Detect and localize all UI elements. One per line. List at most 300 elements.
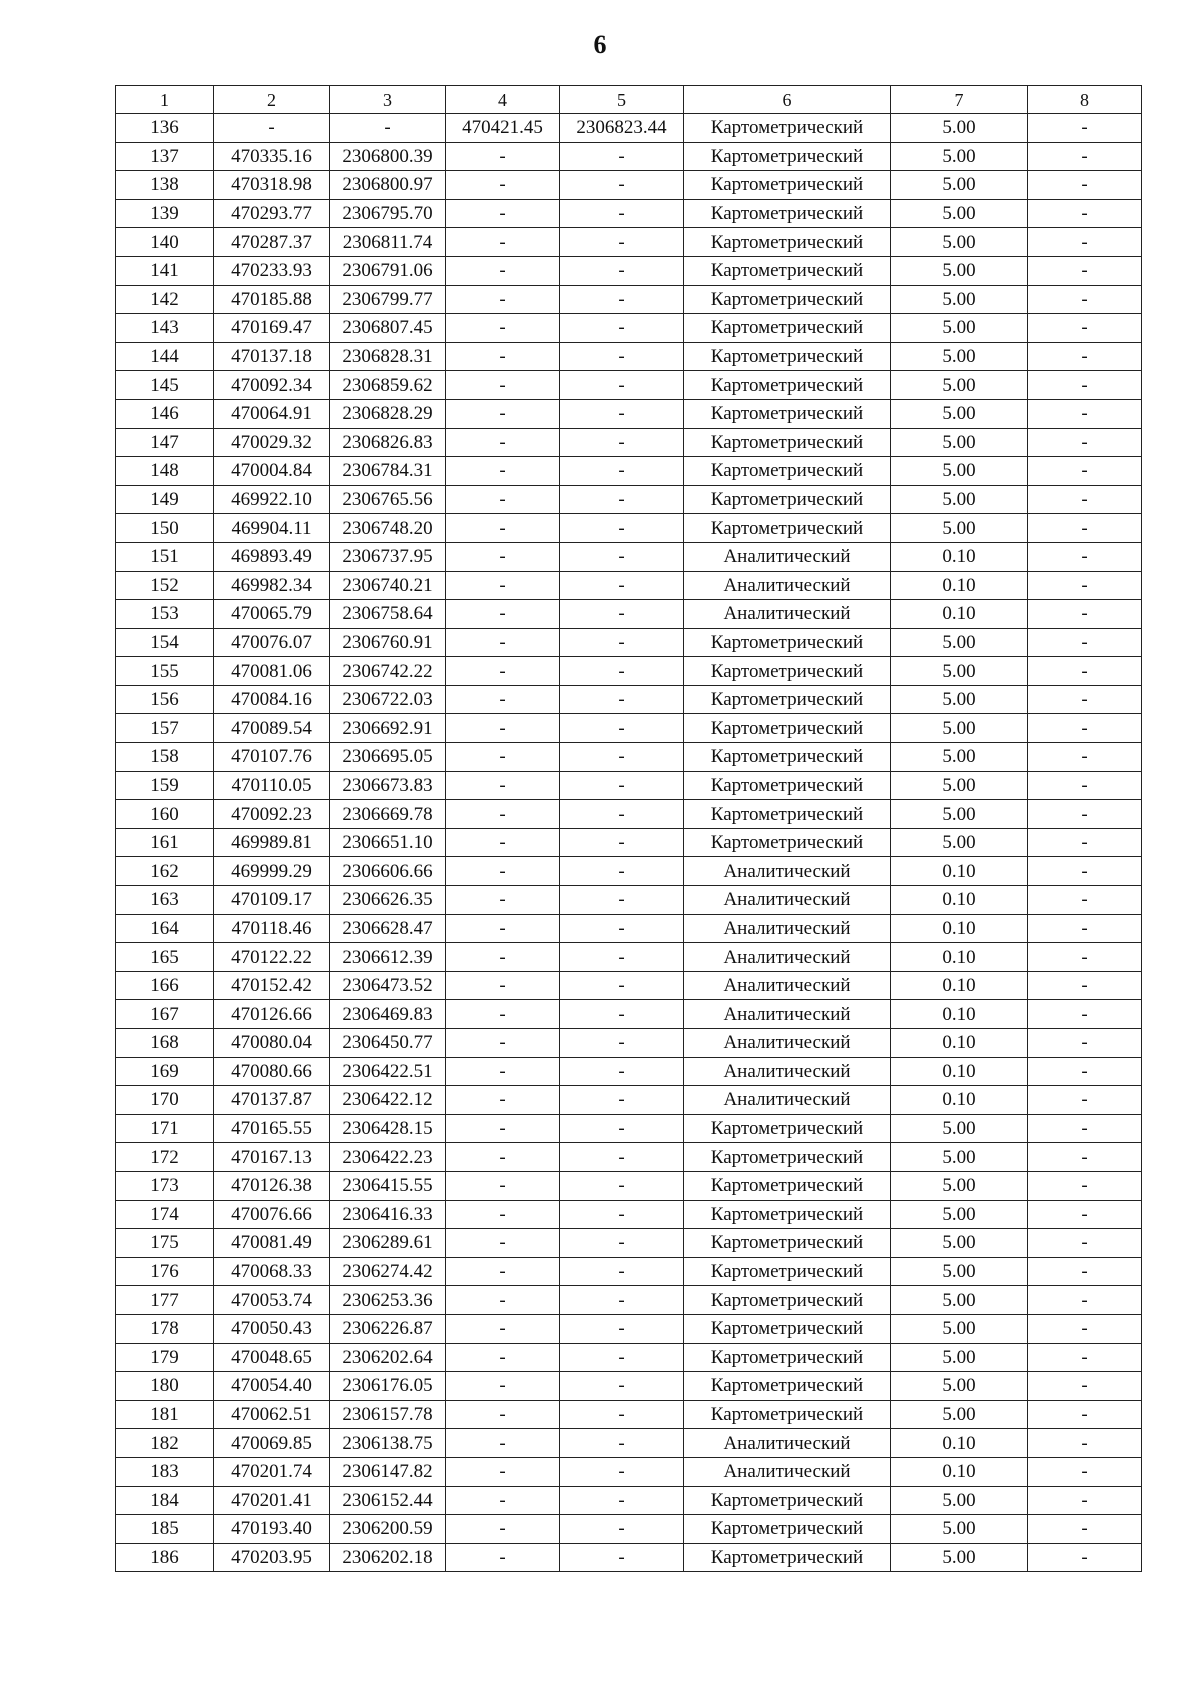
table-row bbox=[116, 771, 1142, 800]
header-cell: 4 bbox=[446, 86, 560, 114]
table-cell: 2306450.77 bbox=[330, 1029, 446, 1058]
table-cell: - bbox=[560, 428, 684, 457]
table-cell: - bbox=[1028, 571, 1142, 600]
table-cell: - bbox=[446, 971, 560, 1000]
table-cell: 169 bbox=[116, 1057, 214, 1086]
table-cell: 2306800.97 bbox=[330, 171, 446, 200]
table-cell: - bbox=[446, 342, 560, 371]
table-cell: - bbox=[1028, 256, 1142, 285]
table-cell: - bbox=[1028, 228, 1142, 257]
table-cell: - bbox=[446, 714, 560, 743]
table-cell: 186 bbox=[116, 1543, 214, 1572]
table-cell: - bbox=[1028, 371, 1142, 400]
table-row bbox=[116, 399, 1142, 428]
table-cell: - bbox=[1028, 1143, 1142, 1172]
table-cell: 2306147.82 bbox=[330, 1457, 446, 1486]
table-cell: - bbox=[446, 685, 560, 714]
table-cell: Картометрический bbox=[684, 714, 891, 743]
table-cell: 2306765.56 bbox=[330, 485, 446, 514]
table-cell: 171 bbox=[116, 1114, 214, 1143]
table-cell: 0.10 bbox=[891, 542, 1028, 571]
table-cell: 2306157.78 bbox=[330, 1400, 446, 1429]
table-cell: 2306202.64 bbox=[330, 1343, 446, 1372]
table-cell: - bbox=[560, 657, 684, 686]
table-cell: 2306692.91 bbox=[330, 714, 446, 743]
table-cell: 154 bbox=[116, 628, 214, 657]
table-cell: - bbox=[1028, 542, 1142, 571]
table-cell: - bbox=[1028, 314, 1142, 343]
table-cell: - bbox=[560, 1143, 684, 1172]
table-cell: - bbox=[560, 1372, 684, 1401]
table-cell: - bbox=[446, 571, 560, 600]
table-row bbox=[116, 1286, 1142, 1315]
table-cell: - bbox=[446, 314, 560, 343]
table-cell: - bbox=[560, 171, 684, 200]
table-cell: 470165.55 bbox=[214, 1114, 330, 1143]
table-cell: - bbox=[1028, 1486, 1142, 1515]
table-cell: 470053.74 bbox=[214, 1286, 330, 1315]
table-cell: 470233.93 bbox=[214, 256, 330, 285]
table-row bbox=[116, 171, 1142, 200]
table-cell: 5.00 bbox=[891, 342, 1028, 371]
table-row bbox=[116, 1114, 1142, 1143]
table-cell: 2306826.83 bbox=[330, 428, 446, 457]
table-cell: - bbox=[446, 943, 560, 972]
table-cell: 470126.38 bbox=[214, 1171, 330, 1200]
table-cell: 470193.40 bbox=[214, 1515, 330, 1544]
table-cell: - bbox=[1028, 428, 1142, 457]
table-cell: - bbox=[560, 1457, 684, 1486]
table-cell: - bbox=[446, 914, 560, 943]
table-row bbox=[116, 1457, 1142, 1486]
table-cell: Картометрический bbox=[684, 685, 891, 714]
table-cell: 470064.91 bbox=[214, 399, 330, 428]
table-row bbox=[116, 228, 1142, 257]
page-number: 6 bbox=[593, 30, 607, 59]
table-cell: 0.10 bbox=[891, 571, 1028, 600]
table-cell: 2306828.29 bbox=[330, 399, 446, 428]
table-cell: 0.10 bbox=[891, 1086, 1028, 1115]
table-cell: 5.00 bbox=[891, 1114, 1028, 1143]
table-cell: Аналитический bbox=[684, 886, 891, 915]
table-cell: 5.00 bbox=[891, 714, 1028, 743]
table-cell: 470068.33 bbox=[214, 1257, 330, 1286]
table-cell: Картометрический bbox=[684, 514, 891, 543]
table-cell: - bbox=[1028, 914, 1142, 943]
table-cell: Картометрический bbox=[684, 743, 891, 772]
table-cell: 142 bbox=[116, 285, 214, 314]
table-cell: 470109.17 bbox=[214, 886, 330, 915]
table-cell: 166 bbox=[116, 971, 214, 1000]
table-cell: 2306795.70 bbox=[330, 199, 446, 228]
table-cell: 150 bbox=[116, 514, 214, 543]
header-cell: 8 bbox=[1028, 86, 1142, 114]
table-cell: - bbox=[1028, 399, 1142, 428]
table-cell: 2306669.78 bbox=[330, 800, 446, 829]
table-cell: 147 bbox=[116, 428, 214, 457]
table-cell: - bbox=[1028, 1286, 1142, 1315]
table-row bbox=[116, 943, 1142, 972]
table-cell: 165 bbox=[116, 943, 214, 972]
table-cell: 0.10 bbox=[891, 971, 1028, 1000]
table-cell: 5.00 bbox=[891, 1400, 1028, 1429]
table-cell: 5.00 bbox=[891, 771, 1028, 800]
header-cell: 1 bbox=[116, 86, 214, 114]
table-cell: - bbox=[446, 428, 560, 457]
table-cell: - bbox=[1028, 714, 1142, 743]
table-row bbox=[116, 685, 1142, 714]
table-cell: - bbox=[560, 600, 684, 629]
table-cell: Картометрический bbox=[684, 1257, 891, 1286]
table-cell: 2306253.36 bbox=[330, 1286, 446, 1315]
table-cell: - bbox=[446, 1057, 560, 1086]
table-cell: 167 bbox=[116, 1000, 214, 1029]
table-cell: Картометрический bbox=[684, 1200, 891, 1229]
table-row bbox=[116, 857, 1142, 886]
table-cell: - bbox=[1028, 1372, 1142, 1401]
table-cell: Картометрический bbox=[684, 457, 891, 486]
table-cell: 2306606.66 bbox=[330, 857, 446, 886]
table-cell: 0.10 bbox=[891, 600, 1028, 629]
table-cell: - bbox=[560, 228, 684, 257]
table-row bbox=[116, 428, 1142, 457]
table-cell: - bbox=[1028, 1543, 1142, 1572]
table-row bbox=[116, 314, 1142, 343]
table-cell: 5.00 bbox=[891, 1143, 1028, 1172]
table-row bbox=[116, 1257, 1142, 1286]
table-cell: 145 bbox=[116, 371, 214, 400]
table-cell: 2306651.10 bbox=[330, 828, 446, 857]
table-cell: - bbox=[560, 1200, 684, 1229]
table-cell: - bbox=[1028, 1057, 1142, 1086]
table-cell: 2306202.18 bbox=[330, 1543, 446, 1572]
table-cell: 164 bbox=[116, 914, 214, 943]
table-cell: - bbox=[446, 1086, 560, 1115]
table-cell: Картометрический bbox=[684, 228, 891, 257]
table-cell: - bbox=[560, 571, 684, 600]
table-row bbox=[116, 914, 1142, 943]
table-cell: - bbox=[560, 1429, 684, 1458]
table-cell: - bbox=[560, 1543, 684, 1572]
table-cell: 470062.51 bbox=[214, 1400, 330, 1429]
table-cell: Картометрический bbox=[684, 142, 891, 171]
table-cell: 469904.11 bbox=[214, 514, 330, 543]
table-cell: 152 bbox=[116, 571, 214, 600]
table-cell: 143 bbox=[116, 314, 214, 343]
table-cell: 2306807.45 bbox=[330, 314, 446, 343]
table-row bbox=[116, 199, 1142, 228]
table-cell: - bbox=[560, 142, 684, 171]
table-cell: 470092.23 bbox=[214, 800, 330, 829]
table-cell: - bbox=[560, 399, 684, 428]
table-cell: - bbox=[560, 714, 684, 743]
table-cell: Картометрический bbox=[684, 485, 891, 514]
table-cell: - bbox=[446, 1171, 560, 1200]
table-cell: - bbox=[560, 1314, 684, 1343]
table-cell: 178 bbox=[116, 1314, 214, 1343]
table-cell: Картометрический bbox=[684, 428, 891, 457]
table-cell: 2306422.12 bbox=[330, 1086, 446, 1115]
table-header bbox=[116, 86, 1142, 114]
table-cell: 469989.81 bbox=[214, 828, 330, 857]
table-cell: 5.00 bbox=[891, 1372, 1028, 1401]
table-cell: - bbox=[446, 1143, 560, 1172]
table-cell: - bbox=[1028, 1114, 1142, 1143]
table-row bbox=[116, 571, 1142, 600]
table-cell: 2306740.21 bbox=[330, 571, 446, 600]
table-cell: - bbox=[560, 828, 684, 857]
table-cell: Картометрический bbox=[684, 342, 891, 371]
table-cell: - bbox=[1028, 514, 1142, 543]
table-cell: - bbox=[1028, 1086, 1142, 1115]
table-cell: 5.00 bbox=[891, 628, 1028, 657]
table-cell: - bbox=[1028, 886, 1142, 915]
header-cell: 7 bbox=[891, 86, 1028, 114]
table-cell: 5.00 bbox=[891, 1229, 1028, 1258]
table-cell: Картометрический bbox=[684, 1143, 891, 1172]
table-cell: 5.00 bbox=[891, 256, 1028, 285]
table-cell: 2306422.51 bbox=[330, 1057, 446, 1086]
table-cell: 0.10 bbox=[891, 914, 1028, 943]
table-row bbox=[116, 714, 1142, 743]
table-cell: 470080.66 bbox=[214, 1057, 330, 1086]
table-cell: - bbox=[560, 1486, 684, 1515]
table-cell: - bbox=[560, 371, 684, 400]
table-row bbox=[116, 1515, 1142, 1544]
table-cell: - bbox=[560, 256, 684, 285]
table-cell: - bbox=[560, 485, 684, 514]
table-cell: Картометрический bbox=[684, 256, 891, 285]
table-cell: - bbox=[214, 114, 330, 143]
table-cell: - bbox=[560, 1086, 684, 1115]
table-cell: - bbox=[1028, 1343, 1142, 1372]
table-cell: 5.00 bbox=[891, 743, 1028, 772]
table-cell: Картометрический bbox=[684, 771, 891, 800]
table-cell: - bbox=[560, 514, 684, 543]
table-cell: Аналитический bbox=[684, 914, 891, 943]
table-cell: 470185.88 bbox=[214, 285, 330, 314]
table-row bbox=[116, 600, 1142, 629]
table-cell: - bbox=[446, 542, 560, 571]
table-cell: 168 bbox=[116, 1029, 214, 1058]
table-cell: - bbox=[446, 399, 560, 428]
table-cell: 470107.76 bbox=[214, 743, 330, 772]
table-cell: Картометрический bbox=[684, 1314, 891, 1343]
table-cell: 158 bbox=[116, 743, 214, 772]
table-row bbox=[116, 1000, 1142, 1029]
table-cell: - bbox=[446, 1114, 560, 1143]
table-cell: 2306152.44 bbox=[330, 1486, 446, 1515]
table-row bbox=[116, 886, 1142, 915]
table-cell: - bbox=[1028, 1171, 1142, 1200]
table-cell: 2306859.62 bbox=[330, 371, 446, 400]
table-row bbox=[116, 371, 1142, 400]
table-cell: - bbox=[560, 1343, 684, 1372]
table-cell: 470126.66 bbox=[214, 1000, 330, 1029]
table-cell: 5.00 bbox=[891, 228, 1028, 257]
table-cell: 470080.04 bbox=[214, 1029, 330, 1058]
table-cell: Картометрический bbox=[684, 828, 891, 857]
table-cell: 470004.84 bbox=[214, 457, 330, 486]
table-cell: Картометрический bbox=[684, 171, 891, 200]
table-cell: 470201.41 bbox=[214, 1486, 330, 1515]
table-row bbox=[116, 542, 1142, 571]
table-cell: 2306673.83 bbox=[330, 771, 446, 800]
table-cell: - bbox=[446, 199, 560, 228]
table-cell: 136 bbox=[116, 114, 214, 143]
table-row bbox=[116, 1372, 1142, 1401]
table-cell: Аналитический bbox=[684, 1457, 891, 1486]
table-cell: - bbox=[560, 542, 684, 571]
table-cell: - bbox=[446, 1314, 560, 1343]
table-cell: Картометрический bbox=[684, 371, 891, 400]
table-cell: - bbox=[446, 1486, 560, 1515]
table-cell: 5.00 bbox=[891, 1486, 1028, 1515]
table-cell: - bbox=[560, 857, 684, 886]
header-cell: 5 bbox=[560, 86, 684, 114]
table-cell: Картометрический bbox=[684, 657, 891, 686]
table-row bbox=[116, 1229, 1142, 1258]
table-cell: Картометрический bbox=[684, 314, 891, 343]
table-cell: 0.10 bbox=[891, 1429, 1028, 1458]
table-cell: Картометрический bbox=[684, 1515, 891, 1544]
table-cell: - bbox=[446, 886, 560, 915]
table-cell: 470167.13 bbox=[214, 1143, 330, 1172]
table-cell: 177 bbox=[116, 1286, 214, 1315]
table-cell: - bbox=[560, 943, 684, 972]
table-cell: 181 bbox=[116, 1400, 214, 1429]
table-cell: 2306748.20 bbox=[330, 514, 446, 543]
table-cell: Аналитический bbox=[684, 857, 891, 886]
table-cell: - bbox=[1028, 1429, 1142, 1458]
table-cell: 470137.18 bbox=[214, 342, 330, 371]
table-cell: Картометрический bbox=[684, 199, 891, 228]
table-cell: 146 bbox=[116, 399, 214, 428]
table-cell: - bbox=[446, 1343, 560, 1372]
table-cell: 175 bbox=[116, 1229, 214, 1258]
table-cell: 182 bbox=[116, 1429, 214, 1458]
table-cell: 2306742.22 bbox=[330, 657, 446, 686]
table-cell: 2306626.35 bbox=[330, 886, 446, 915]
table-row bbox=[116, 1143, 1142, 1172]
table-row bbox=[116, 1429, 1142, 1458]
table-cell: - bbox=[446, 285, 560, 314]
table-cell: 179 bbox=[116, 1343, 214, 1372]
table-cell: 2306422.23 bbox=[330, 1143, 446, 1172]
table-cell: 5.00 bbox=[891, 314, 1028, 343]
table-cell: 2306800.39 bbox=[330, 142, 446, 171]
table-cell: 470069.85 bbox=[214, 1429, 330, 1458]
table-cell: 5.00 bbox=[891, 1515, 1028, 1544]
table-cell: - bbox=[560, 914, 684, 943]
table-cell: - bbox=[1028, 743, 1142, 772]
table-cell: 144 bbox=[116, 342, 214, 371]
table-cell: 5.00 bbox=[891, 371, 1028, 400]
table-row bbox=[116, 628, 1142, 657]
table-cell: - bbox=[446, 1400, 560, 1429]
table-cell: 470122.22 bbox=[214, 943, 330, 972]
table-cell: - bbox=[1028, 485, 1142, 514]
table-cell: - bbox=[1028, 1515, 1142, 1544]
table-cell: 5.00 bbox=[891, 1286, 1028, 1315]
table-row bbox=[116, 1057, 1142, 1086]
table-cell: 5.00 bbox=[891, 285, 1028, 314]
table-body bbox=[116, 114, 1142, 1572]
table-cell: - bbox=[560, 314, 684, 343]
table-cell: - bbox=[446, 828, 560, 857]
table-cell: 5.00 bbox=[891, 685, 1028, 714]
table-cell: 2306791.06 bbox=[330, 256, 446, 285]
table-cell: 5.00 bbox=[891, 1171, 1028, 1200]
table-cell: - bbox=[446, 771, 560, 800]
table-cell: 156 bbox=[116, 685, 214, 714]
table-cell: 137 bbox=[116, 142, 214, 171]
table-cell: - bbox=[330, 114, 446, 143]
table-cell: - bbox=[560, 971, 684, 1000]
table-cell: 470118.46 bbox=[214, 914, 330, 943]
table-cell: 149 bbox=[116, 485, 214, 514]
table-cell: - bbox=[560, 1114, 684, 1143]
table-cell: - bbox=[446, 457, 560, 486]
table-cell: 173 bbox=[116, 1171, 214, 1200]
table-row bbox=[116, 1486, 1142, 1515]
table-cell: 470076.07 bbox=[214, 628, 330, 657]
table-cell: 180 bbox=[116, 1372, 214, 1401]
table-cell: Картометрический bbox=[684, 800, 891, 829]
table-cell: - bbox=[446, 1000, 560, 1029]
table-cell: - bbox=[560, 285, 684, 314]
table-cell: Картометрический bbox=[684, 1400, 891, 1429]
table-cell: - bbox=[446, 743, 560, 772]
table-cell: 2306274.42 bbox=[330, 1257, 446, 1286]
table-cell: - bbox=[560, 342, 684, 371]
table-cell: 138 bbox=[116, 171, 214, 200]
table-row bbox=[116, 1200, 1142, 1229]
table-cell: Картометрический bbox=[684, 1486, 891, 1515]
table-cell: - bbox=[446, 1029, 560, 1058]
table-cell: - bbox=[446, 1286, 560, 1315]
table-cell: - bbox=[1028, 800, 1142, 829]
table-cell: 2306226.87 bbox=[330, 1314, 446, 1343]
table-row bbox=[116, 1029, 1142, 1058]
table-cell: 470293.77 bbox=[214, 199, 330, 228]
table-cell: - bbox=[1028, 828, 1142, 857]
table-row bbox=[116, 971, 1142, 1000]
table-cell: 162 bbox=[116, 857, 214, 886]
table-cell: Картометрический bbox=[684, 628, 891, 657]
table-cell: 470065.79 bbox=[214, 600, 330, 629]
table-cell: 5.00 bbox=[891, 114, 1028, 143]
table-cell: 2306828.31 bbox=[330, 342, 446, 371]
table-cell: 0.10 bbox=[891, 943, 1028, 972]
table-cell: Картометрический bbox=[684, 1343, 891, 1372]
table-cell: Аналитический bbox=[684, 542, 891, 571]
table-cell: 5.00 bbox=[891, 171, 1028, 200]
table-cell: Картометрический bbox=[684, 1171, 891, 1200]
table-cell: 2306612.39 bbox=[330, 943, 446, 972]
table-cell: 2306200.59 bbox=[330, 1515, 446, 1544]
table-cell: 170 bbox=[116, 1086, 214, 1115]
table-cell: 470048.65 bbox=[214, 1343, 330, 1372]
table-row bbox=[116, 1543, 1142, 1572]
table-cell: - bbox=[1028, 285, 1142, 314]
coordinates-table bbox=[115, 85, 1142, 1572]
table-cell: - bbox=[1028, 1400, 1142, 1429]
table-cell: - bbox=[560, 685, 684, 714]
table-cell: - bbox=[1028, 142, 1142, 171]
table-cell: - bbox=[560, 1286, 684, 1315]
table-cell: 176 bbox=[116, 1257, 214, 1286]
